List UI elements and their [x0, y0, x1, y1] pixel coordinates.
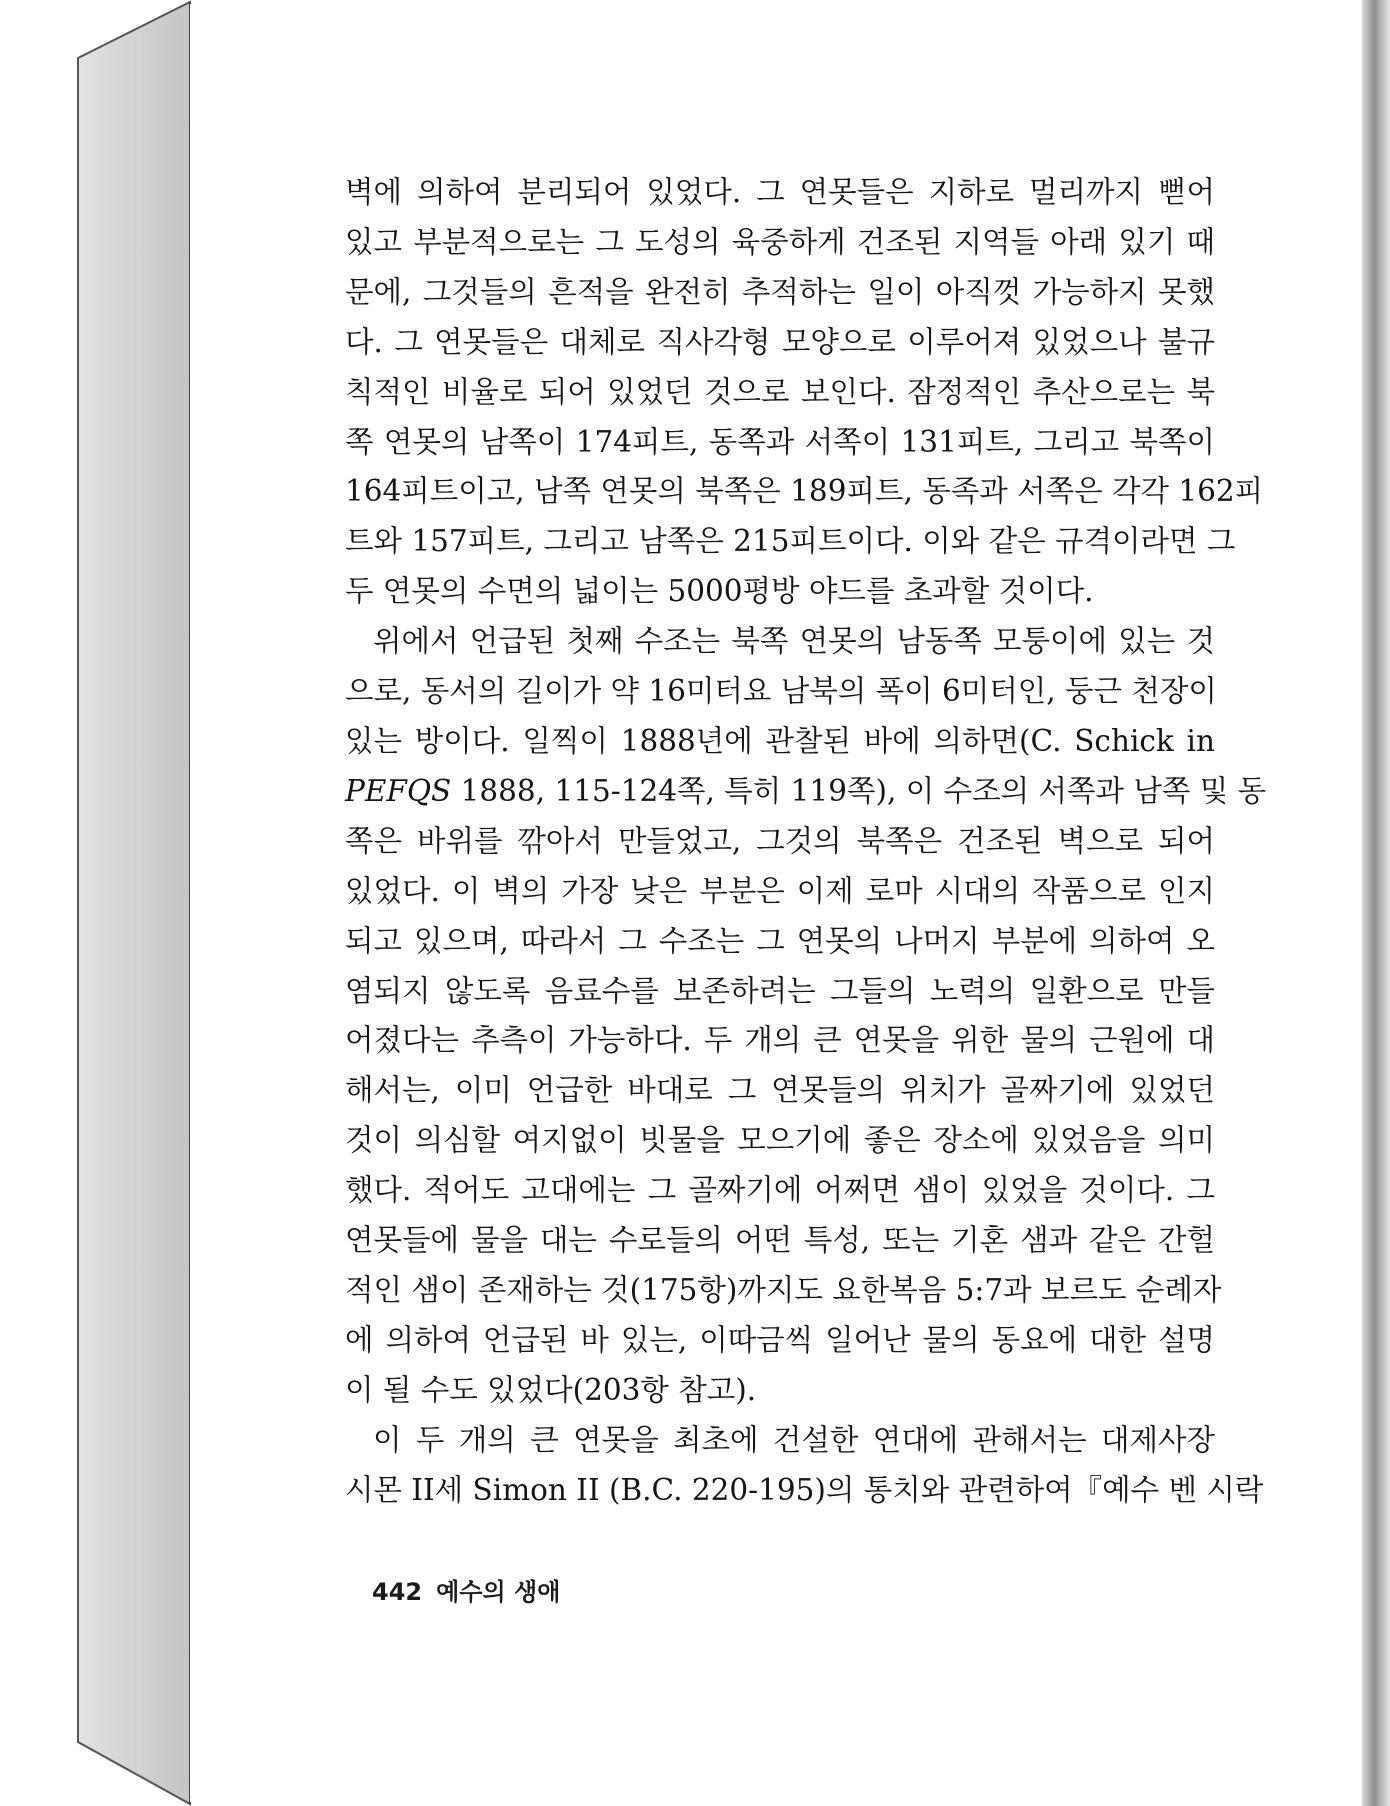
running-title: 예수의 생애 [436, 1578, 561, 1606]
page-edge-shadow [1362, 0, 1390, 1806]
page-number: 442 [372, 1578, 423, 1606]
body-text [345, 168, 1267, 1515]
text-line: 것이 의심할 여지없이 빗물을 모으기에 좋은 장소에 있었음을 의미 [345, 1123, 1215, 1158]
text-line: 으로, 동서의 길이가 약 16미터요 남북의 폭이 6미터인, 둥근 천장이 [345, 674, 1217, 709]
text-line: 있고 부분적으로는 그 도성의 육중하게 건조된 지역들 아래 있기 때 [345, 224, 1215, 259]
text-line: 연못들에 물을 대는 수로들의 어떤 특성, 또는 기혼 샘과 같은 간헐 [345, 1223, 1215, 1258]
text-line: 벽에 의하여 분리되어 있었다. 그 연못들은 지하로 멀리까지 뻗어 [345, 175, 1215, 209]
text-line: 쪽은 바위를 깎아서 만들었고, 그것의 북쪽은 건조된 벽으로 되어 [345, 823, 1215, 858]
text-line: 적인 샘이 존재하는 것(175항)까지도 요한복음 5:7과 보르도 순례자 [345, 1272, 1222, 1307]
text-line: 문에, 그것들의 흔적을 완전히 추적하는 일이 아직껏 가능하지 못했 [345, 274, 1215, 309]
text-line: 위에서 언급된 첫째 수조는 북쪽 연못의 남동쪽 모퉁이에 있는 것 [373, 624, 1215, 659]
text-line: 했다. 적어도 고대에는 그 골짜기에 어쩌면 샘이 있었을 것이다. 그 [345, 1173, 1215, 1208]
text-line: 에 의하여 언급된 바 있는, 이따금씩 일어난 물의 동요에 대한 설명 [345, 1322, 1215, 1357]
paragraph [345, 617, 1267, 1416]
text-line: 시몬 II세 Simon II (B.C. 220-195)의 통치와 관련하여『예수 벤 시락 [345, 1472, 1264, 1507]
text-line: PEFQS 1888, 115-124쪽, 특히 119쪽), 이 수조의 서쪽과 남쪽 및 동 [345, 773, 1267, 808]
text-line: 칙적인 비율로 되어 있었던 것으로 보인다. 잠정적인 추산으로는 북 [345, 374, 1215, 409]
paragraph [345, 168, 1264, 617]
text-line: 다. 그 연못들은 대체로 직사각형 모양으로 이루어져 있었으나 불규 [345, 324, 1215, 359]
text-line: 염되지 않도록 음료수를 보존하려는 그들의 노력의 일환으로 만들 [345, 973, 1215, 1008]
text-line: 두 연못의 수면의 넓이는 5000평방 야드를 초과할 것이다. [345, 574, 1094, 609]
text-line: 트와 157피트, 그리고 남쪽은 215피트이다. 이와 같은 규격이라면 그 [345, 524, 1236, 559]
text-line: 되고 있으며, 따라서 그 수조는 그 연못의 나머지 부분에 의하여 오 [345, 923, 1215, 958]
page-footer [372, 1572, 560, 1607]
paragraph [345, 1416, 1264, 1516]
text-line: 있는 방이다. 일찍이 1888년에 관찰된 바에 의하면(C. Schick in [345, 723, 1215, 758]
text-line: 있었다. 이 벽의 가장 낮은 부분은 이제 로마 시대의 작품으로 인지 [345, 873, 1215, 908]
text-line: 쪽 연못의 남쪽이 174피트, 동쪽과 서쪽이 131피트, 그리고 북쪽이 [345, 424, 1215, 459]
text-line: 해서는, 이미 언급한 바대로 그 연못들의 위치가 골짜기에 있었던 [345, 1073, 1215, 1108]
text-line: 이 될 수도 있었다(203항 참고). [345, 1372, 757, 1407]
journal-abbreviation: PEFQS [345, 773, 452, 808]
text-line: 어졌다는 추측이 가능하다. 두 개의 큰 연못을 위한 물의 근원에 대 [345, 1023, 1215, 1058]
text-line: 164피트이고, 남쪽 연못의 북쪽은 189피트, 동족과 서쪽은 각각 162피 [345, 474, 1264, 509]
text-line: 이 두 개의 큰 연못을 최초에 건설한 연대에 관해서는 대제사장 [373, 1422, 1215, 1457]
